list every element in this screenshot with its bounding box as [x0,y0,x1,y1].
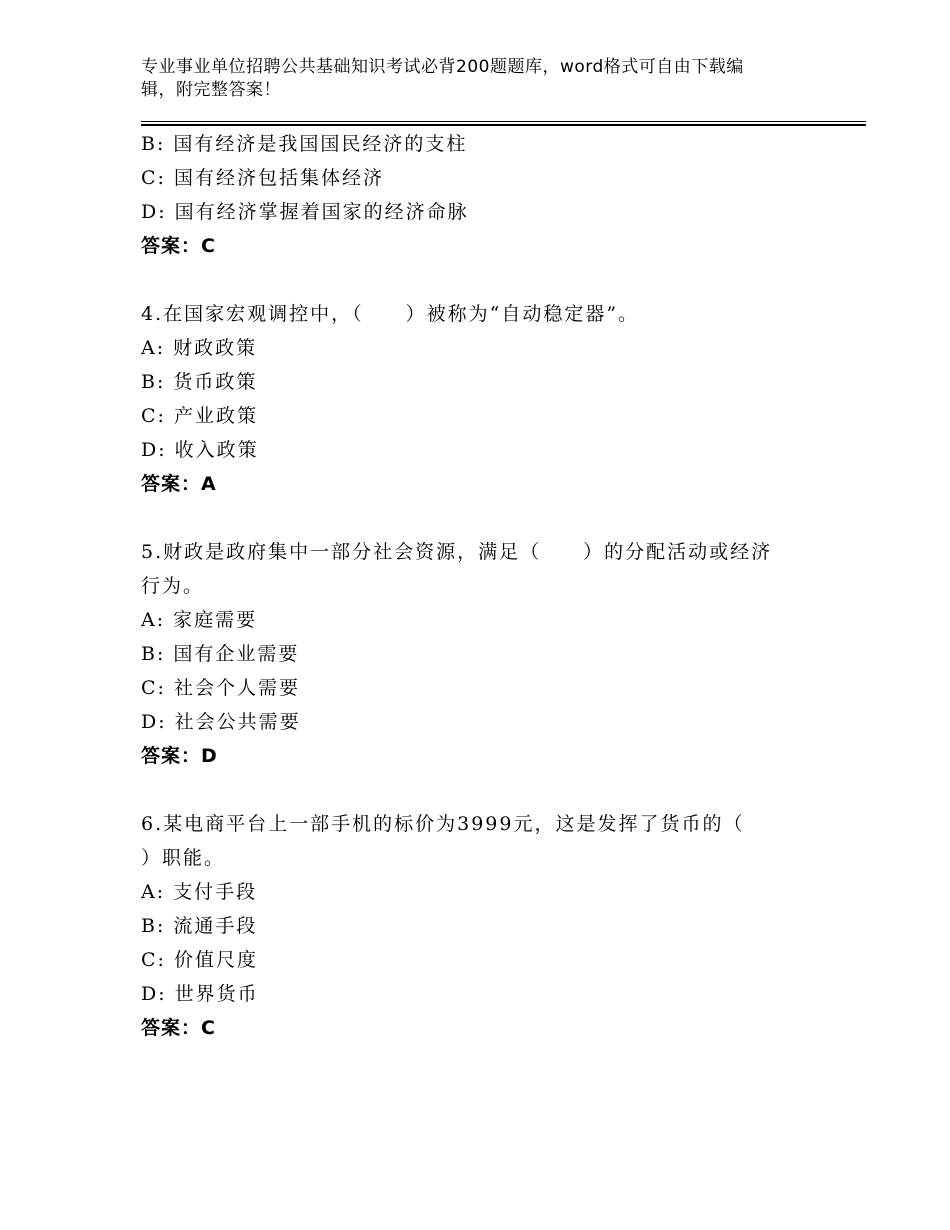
option-d: D: 国有经济掌握着国家的经济命脉 [141,201,469,223]
header-line-1: 专业事业单位招聘公共基础知识考试必背200题题库，word格式可自由下载编 [141,57,744,77]
answer: 答案：D [141,745,218,767]
option-b: B: 流通手段 [141,915,258,937]
header-rule-thick [141,124,866,126]
question-6 [141,807,841,1045]
spacer [141,263,841,297]
page-header [141,56,841,102]
header-line-2: 辑，附完整答案！ [141,80,281,100]
question-stem: 4.在国家宏观调控中，（ ）被称为“自动稳定器”。 [141,303,640,325]
spacer [141,501,841,535]
answer: 答案：C [141,235,216,257]
option-a: A: 支付手段 [141,881,258,903]
option-c: C: 国有经济包括集体经济 [141,167,384,189]
question-list [141,127,841,1045]
option-d: D: 收入政策 [141,439,259,461]
question-4 [141,297,841,501]
option-c: C: 产业政策 [141,405,258,427]
option-b: B: 国有经济是我国国民经济的支柱 [141,133,468,155]
spacer [141,773,841,807]
option-b: B: 货币政策 [141,371,258,393]
question-stem-line-2: ）职能。 [141,847,226,869]
option-c: C: 价值尺度 [141,949,258,971]
option-d: D: 社会公共需要 [141,711,301,733]
question-stem-line-1: 5.财政是政府集中一部分社会资源，满足（ ）的分配活动或经济 [141,541,773,563]
answer: 答案：A [141,473,217,495]
option-b: B: 国有企业需要 [141,643,300,665]
option-d: D: 世界货币 [141,983,259,1005]
header-rule-thin [141,121,866,122]
option-c: C: 社会个人需要 [141,677,300,699]
question-stem-line-2: 行为。 [141,575,205,597]
question-5 [141,535,841,773]
question-stem-line-1: 6.某电商平台上一部手机的标价为3999元，这是发挥了货币的（ [141,813,745,835]
question-3 [141,127,841,263]
option-a: A: 家庭需要 [141,609,258,631]
option-a: A: 财政政策 [141,337,258,359]
answer: 答案：C [141,1017,216,1039]
